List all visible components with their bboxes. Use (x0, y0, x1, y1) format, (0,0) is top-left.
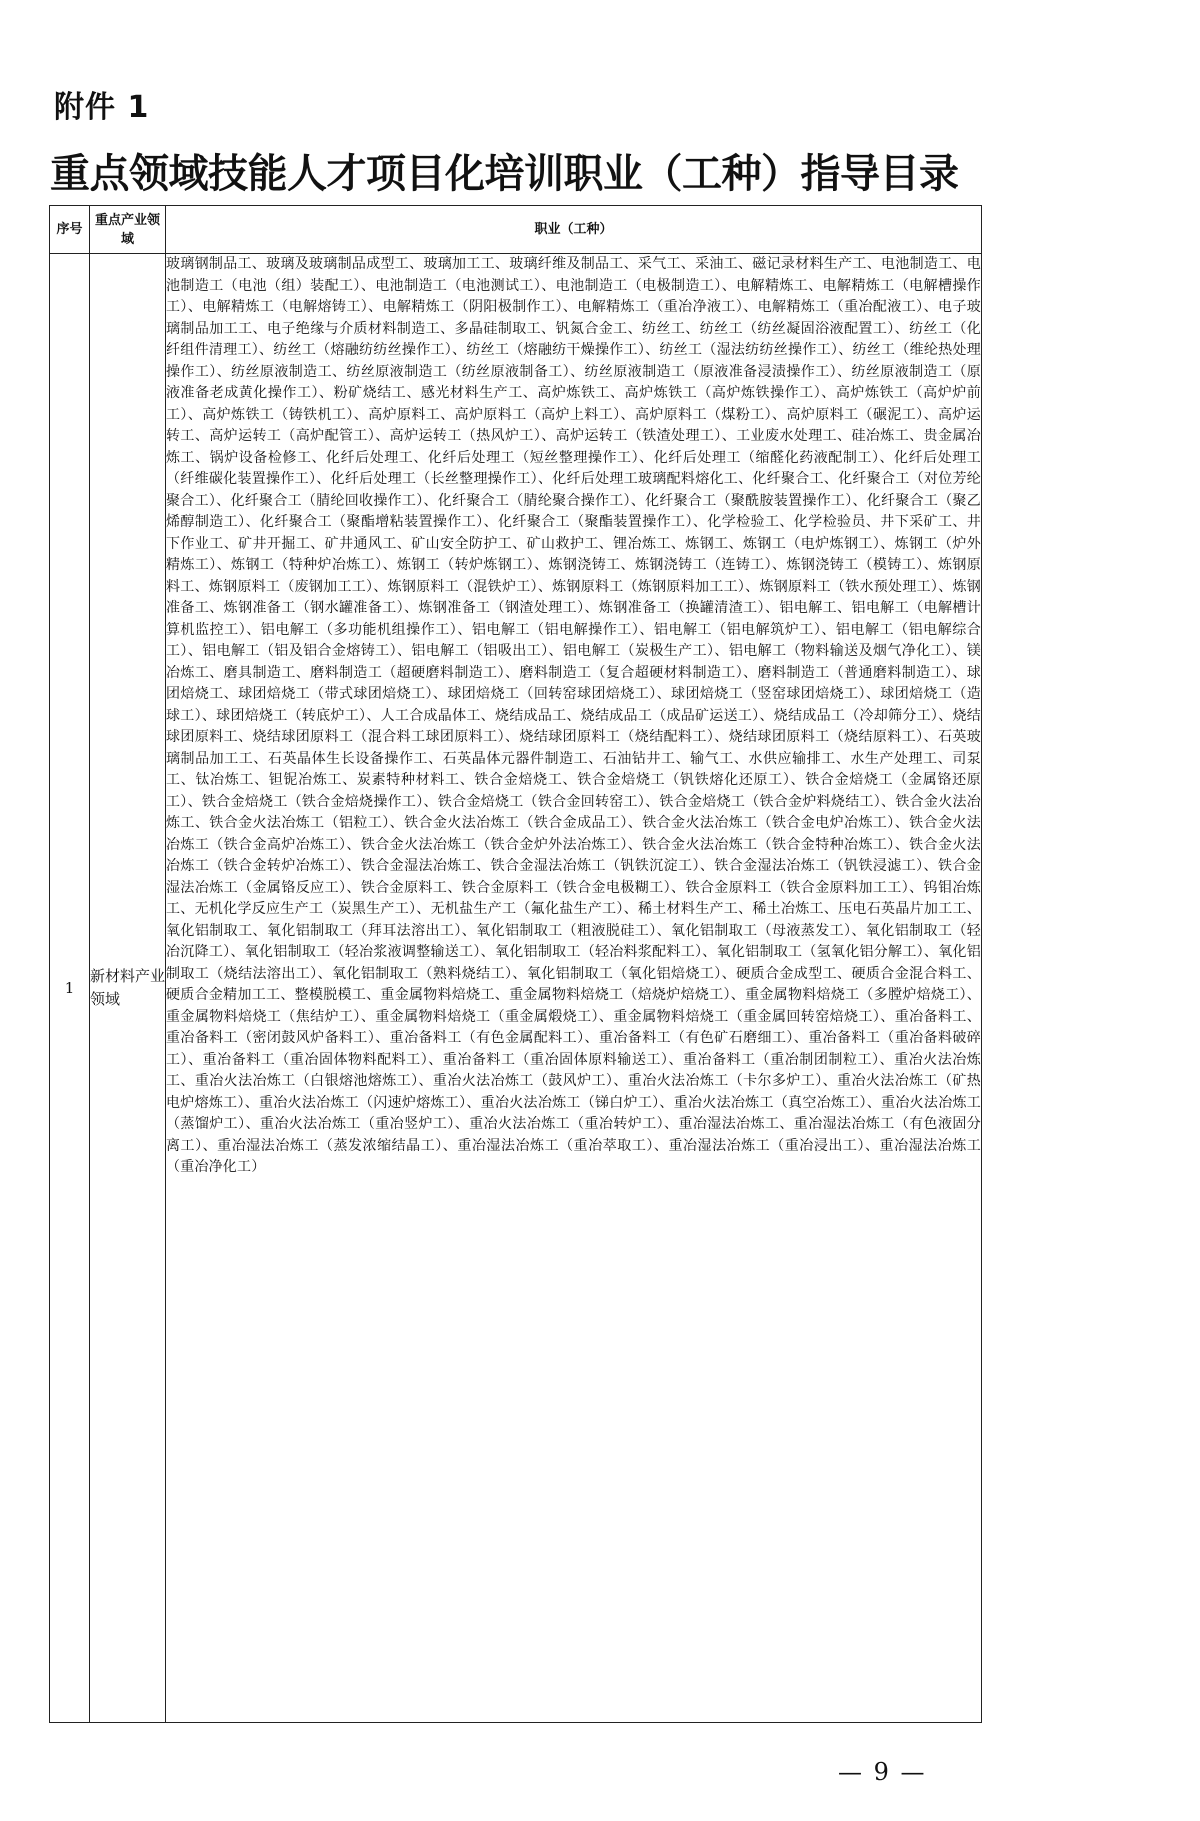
header-occupations: 职业（工种） (166, 206, 982, 254)
row-occupation-list: 玻璃钢制品工、玻璃及玻璃制品成型工、玻璃加工工、玻璃纤维及制品工、采气工、采油工、磁记录材料生产工、电池制造工、电池制造工（电池（组）装配工）、电池制造工（电池测试工）、电池制造工（电极制造工）、电解精炼工、电解精炼工（电解槽操作工）、电解精炼工（电解熔铸工）、电解精炼工（阴阳极制作工）、电解精炼工（重冶净液工）、电解精炼工（重冶配液工）、电子玻璃制品加工工、电子绝缘与介质材料制造工、多晶硅制取工、钒氮合金工、纺丝工、纺丝工（纺丝凝固浴液配置工）、纺丝工（化纤组件清理工）、纺丝工（熔融纺纺丝操作工）、纺丝工（熔融纺干燥操作工）、纺丝工（湿法纺纺丝操作工）、纺丝工（维纶热处理操作工）、纺丝原液制造工、纺丝原液制造工（纺丝原液制备工）、纺丝原液制造工（原液准备浸渍操作工）、纺丝原液制造工（原液准备老成黄化操作工）、粉矿烧结工、感光材料生产工、高炉炼铁工、高炉炼铁工（高炉炼铁操作工）、高炉炼铁工（高炉炉前工）、高炉炼铁工（铸铁机工）、高炉原料工、高炉原料工（高炉上料工）、高炉原料工（煤粉工）、高炉原料工（碾泥工）、高炉运转工、高炉运转工（高炉配管工）、高炉运转工（热风炉工）、高炉运转工（铁渣处理工）、工业废水处理工、硅冶炼工、贵金属冶炼工、锅炉设备检修工、化纤后处理工、化纤后处理工（短丝整理操作工）、化纤后处理工（缩醛化药液配制工）、化纤后处理工（纤维碳化装置操作工）、化纤后处理工（长丝整理操作工）、化纤后处理工玻璃配料熔化工、化纤聚合工、化纤聚合工（对位芳纶聚合工）、化纤聚合工（腈纶回收操作工）、化纤聚合工（腈纶聚合操作工）、化纤聚合工（聚酰胺装置操作工）、化纤聚合工（聚乙烯醇制造工）、化纤聚合工（聚酯增粘装置操作工）、化纤聚合工（聚酯装置操作工）、化学检验工、化学检验员、井下采矿工、井下作业工、矿井开掘工、矿井通风工、矿山安全防护工、矿山救护工、锂冶炼工、炼钢工、炼钢工（电炉炼钢工）、炼钢工（炉外精炼工）、炼钢工（特种炉冶炼工）、炼钢工（转炉炼钢工）、炼钢浇铸工、炼钢浇铸工（连铸工）、炼钢浇铸工（模铸工）、炼钢原料工、炼钢原料工（废钢加工工）、炼钢原料工（混铁炉工）、炼钢原料工（炼钢原料加工工）、炼钢原料工（铁水预处理工）、炼钢准备工、炼钢准备工（钢水罐准备工）、炼钢准备工（钢渣处理工）、炼钢准备工（换罐清渣工）、铝电解工、铝电解工（电解槽计算机监控工）、铝电解工（多功能机组操作工）、铝电解工（铝电解操作工）、铝电解工（铝电解筑炉工）、铝电解工（铝电解综合工）、铝电解工（铝及铝合金熔铸工）、铝电解工（铝吸出工）、铝电解工（炭极生产工）、铝电解工（物料输送及烟气净化工）、镁冶炼工、磨具制造工、磨料制造工（超硬磨料制造工）、磨料制造工（复合超硬材料制造工）、磨料制造工（普通磨料制造工）、球团焙烧工、球团焙烧工（带式球团焙烧工）、球团焙烧工（回转窑球团焙烧工）、球团焙烧工（竖窑球团焙烧工）、球团焙烧工（造球工）、球团焙烧工（转底炉工）、人工合成晶体工、烧结成品工、烧结成品工（成品矿运送工）、烧结成品工（冷却筛分工）、烧结球团原料工、烧结球团原料工（混合料工球团原料工）、烧结球团原料工（烧结配料工）、烧结球团原料工（烧结原料工）、石英玻璃制品加工工、石英晶体生长设备操作工、石英晶体元器件制造工、石油钻井工、输气工、水供应输排工、水生产处理工、司泵工、钛冶炼工、钽铌冶炼工、炭素特种材料工、铁合金焙烧工、铁合金焙烧工（钒铁熔化还原工）、铁合金焙烧工（金属铬还原工）、铁合金焙烧工（铁合金焙烧操作工）、铁合金焙烧工（铁合金回转窑工）、铁合金焙烧工（铁合金炉料烧结工）、铁合金火法冶炼工、铁合金火法冶炼工（铝粒工）、铁合金火法冶炼工（铁合金成品工）、铁合金火法冶炼工（铁合金电炉冶炼工）、铁合金火法冶炼工（铁合金高炉冶炼工）、铁合金火法冶炼工（铁合金炉外法冶炼工）、铁合金火法冶炼工（铁合金特种冶炼工）、铁合金火法冶炼工（铁合金转炉冶炼工）、铁合金湿法冶炼工、铁合金湿法冶炼工（钒铁沉淀工）、铁合金湿法冶炼工（钒铁浸滤工）、铁合金湿法冶炼工（金属铬反应工）、铁合金原料工、铁合金原料工（铁合金电极糊工）、铁合金原料工（铁合金原料加工工）、钨钼冶炼工、无机化学反应生产工（炭黑生产工）、无机盐生产工（氟化盐生产工）、稀土材料生产工、稀土冶炼工、压电石英晶片加工工、氧化铝制取工、氧化铝制取工（拜耳法溶出工）、氧化铝制取工（粗液脱硅工）、氧化铝制取工（母液蒸发工）、氧化铝制取工（轻冶沉降工）、氧化铝制取工（轻冶浆液调整输送工）、氧化铝制取工（轻冶料浆配料工）、氧化铝制取工（氢氧化铝分解工）、氧化铝制取工（烧结法溶出工）、氧化铝制取工（熟料烧结工）、氧化铝制取工（氧化铝焙烧工）、硬质合金成型工、硬质合金混合料工、硬质合金精加工工、整模脱模工、重金属物料焙烧工、重金属物料焙烧工（焙烧炉焙烧工）、重金属物料焙烧工（多膛炉焙烧工）、重金属物料焙烧工（焦结炉工）、重金属物料焙烧工（重金属煅烧工）、重金属物料焙烧工（重金属回转窑焙烧工）、重冶备料工、重冶备料工（密闭鼓风炉备料工）、重冶备料工（有色金属配料工）、重冶备料工（有色矿石磨细工）、重冶备料工（重冶备料破碎工）、重冶备料工（重冶固体物料配料工）、重冶备料工（重冶固体原料输送工）、重冶备料工（重冶制团制粒工）、重冶火法冶炼工、重冶火法冶炼工（白银熔池熔炼工）、重冶火法冶炼工（鼓风炉工）、重冶火法冶炼工（卡尔多炉工）、重冶火法冶炼工（矿热电炉熔炼工）、重冶火法冶炼工（闪速炉熔炼工）、重冶火法冶炼工（锑白炉工）、重冶火法冶炼工（真空冶炼工）、重冶火法冶炼工（蒸馏炉工）、重冶火法冶炼工（重冶竖炉工）、重冶火法冶炼工（重冶转炉工）、重冶湿法冶炼工、重冶湿法冶炼工（有色液固分离工）、重冶湿法冶炼工（蒸发浓缩结晶工）、重冶湿法冶炼工（重冶萃取工）、重冶湿法冶炼工（重冶浸出工）、重冶湿法冶炼工（重冶净化工） (166, 254, 982, 1723)
page-title: 重点领域技能人才项目化培训职业（工种）指导目录 (50, 151, 959, 197)
row-industry-field: 新材料产业领域 (90, 254, 166, 1723)
header-industry-field: 重点产业领域 (90, 206, 166, 254)
attachment-label: 附件 1 (54, 90, 150, 125)
table-row (50, 254, 982, 1723)
occupation-catalog-table (49, 205, 982, 1723)
header-index: 序号 (50, 206, 90, 254)
row-index: 1 (50, 254, 90, 1723)
table-header-row (50, 206, 982, 254)
page-number: — 9 — (838, 1758, 927, 1786)
